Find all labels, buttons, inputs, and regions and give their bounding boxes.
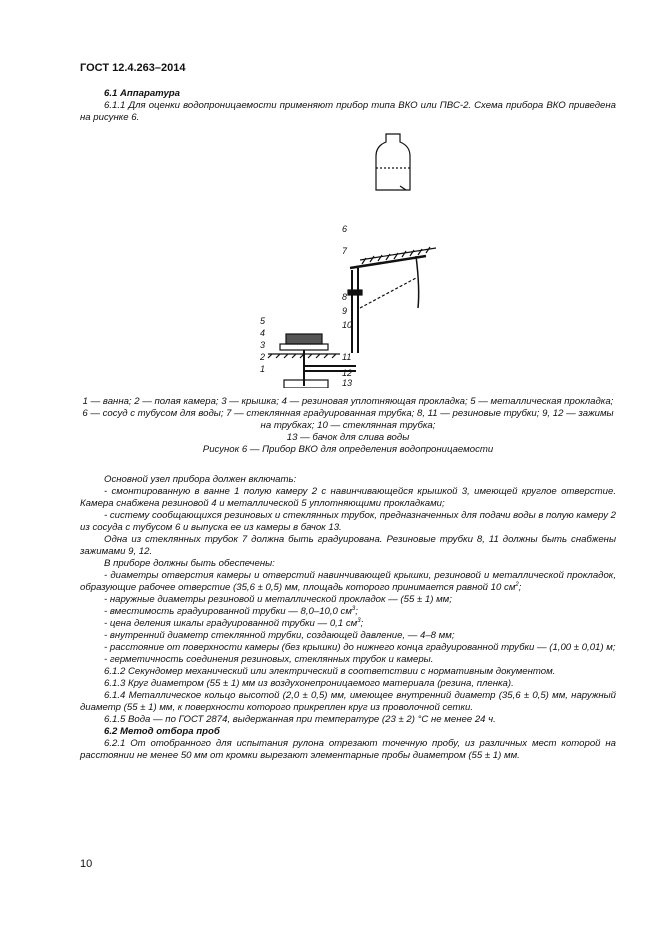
label-1: 1: [260, 364, 266, 374]
document-header: ГОСТ 12.4.263–2014: [80, 62, 186, 74]
label-4: 4: [260, 328, 266, 338]
body-paragraph: Одна из стеклянных трубок 7 должна быть градуирована. Резиновые трубки 8, 11 должны быть снабжены зажимами 9, 12.: [80, 534, 616, 557]
caption-legend-line-2: 13 — бачок для слива воды: [286, 432, 410, 443]
label-12: 12: [342, 368, 353, 378]
body-paragraph: 6.1.5 Вода — по ГОСТ 2874, выдержанная при температуре (23 ± 2) °С не менее 24 ч.: [104, 714, 496, 725]
body-paragraph: В приборе должны быть обеспечены:: [104, 558, 275, 569]
label-2: 2: [260, 352, 266, 362]
water-vessel-shape: [376, 134, 410, 190]
figure-6: [80, 128, 616, 388]
label-11: 11: [342, 352, 352, 362]
figure-title: Рисунок 6 — Прибор ВКО для определения водопроницаемости: [202, 444, 494, 455]
label-7: 7: [342, 246, 348, 256]
paragraph-6-1-1: 6.1.1 Для оценки водопроницаемости применяют прибор типа ВКО или ПВС-2. Схема прибора ВКО приведена на рисунке 6.: [80, 100, 616, 123]
label-3: 3: [260, 340, 266, 350]
body-paragraph: 6.1.3 Круг диаметром (55 ± 1) мм из воздухонепроницаемого материала (резина, пленка).: [104, 678, 514, 689]
page-number: 10: [80, 858, 93, 870]
body-paragraph: - внутренний диаметр стеклянной трубки, создающей давление, — 4–8 мм;: [104, 630, 455, 641]
section-6-2-title: 6.2 Метод отбора проб: [104, 726, 220, 737]
label-6: 6: [342, 224, 348, 234]
label-10: 10: [342, 320, 353, 330]
body-paragraph: - вместимость градуированной трубки — 8,0–10,0 $см^3$;: [104, 605, 358, 617]
section-6-1-title: 6.1 Аппаратура: [104, 88, 181, 99]
caption-legend-line-1: 1 — ванна; 2 — полая камера; 3 — крышка; 4 — резиновая уплотняющая прокладка; 5 — металлическая прокладка; 6 — сосуд с тубусом для воды; 7 — стеклянная градуированная трубка; 8, 11 — резиновые трубки; 9, 12 — зажимы на трубках; 10 — стеклянная трубка;: [82, 396, 614, 431]
chamber-gasket: [286, 334, 322, 344]
label-8: 8: [342, 292, 348, 302]
paragraph-6-2-1: 6.2.1 От отобранного для испытания рулона отрезают точечную пробу, из различных мест которой на расстоянии не менее 50 мм от кромки вырезают элементарные пробы диаметром (55 ± 1) мм.: [80, 738, 616, 761]
body-paragraph: - наружные диаметры резиновой и металлической прокладок — (55 ± 1) мм;: [104, 594, 452, 605]
label-9: 9: [342, 306, 348, 316]
figure-caption: [80, 396, 616, 456]
body-paragraph: - систему сообщающихся резиновых и стеклянных трубок, предназначенных для подачи воды в полую камеру 2 из сосуда с тубусом 6 и выпуска ее из камеры в бачок 13.: [80, 510, 616, 533]
body-paragraph: - герметичность соединения резиновых, стеклянных трубок и камеры.: [104, 654, 434, 665]
body-paragraph: 6.1.2 Секундомер механический или электрический в соответствии с нормативным документом.: [104, 666, 556, 677]
label-13: 13: [342, 378, 353, 388]
apparatus-diagram: [80, 128, 616, 388]
body-paragraph: - цена деления шкалы градуированной трубки — 0,1 $см^3$;: [104, 617, 364, 629]
body-paragraph: Основной узел прибора должен включать:: [104, 474, 297, 485]
label-5: 5: [260, 316, 266, 326]
body-paragraph: - диаметры отверстия камеры и отверстий навинчивающей крышки, резиновой и металлической прокладок, образующие рабочее отверстие (35,6 ± 0,5) мм, площадь которого принимается равной 10 $см^2$;: [80, 570, 616, 593]
body-paragraph: 6.1.4 Металлическое кольцо высотой (2,0 ± 0,5) мм, имеющее внутренний диаметр (35,6 ± 0,5) мм, наружный диаметр (55 ± 1) мм, к поверхности которого прикреплен круг из проволочной сетки.: [80, 690, 616, 713]
body-paragraph: - расстояние от поверхности камеры (без крышки) до нижнего конца градуированной трубки — (1,00 ± 0,01) м;: [104, 642, 616, 653]
page-content: [80, 88, 616, 762]
body-paragraph: - смонтированную в ванне 1 полую камеру 2 с навинчивающейся крышкой 3, имеющей круглое отверстие. Камера снабжена резиновой 4 и металлической 5 уплотняющими прокладками;: [80, 486, 616, 509]
